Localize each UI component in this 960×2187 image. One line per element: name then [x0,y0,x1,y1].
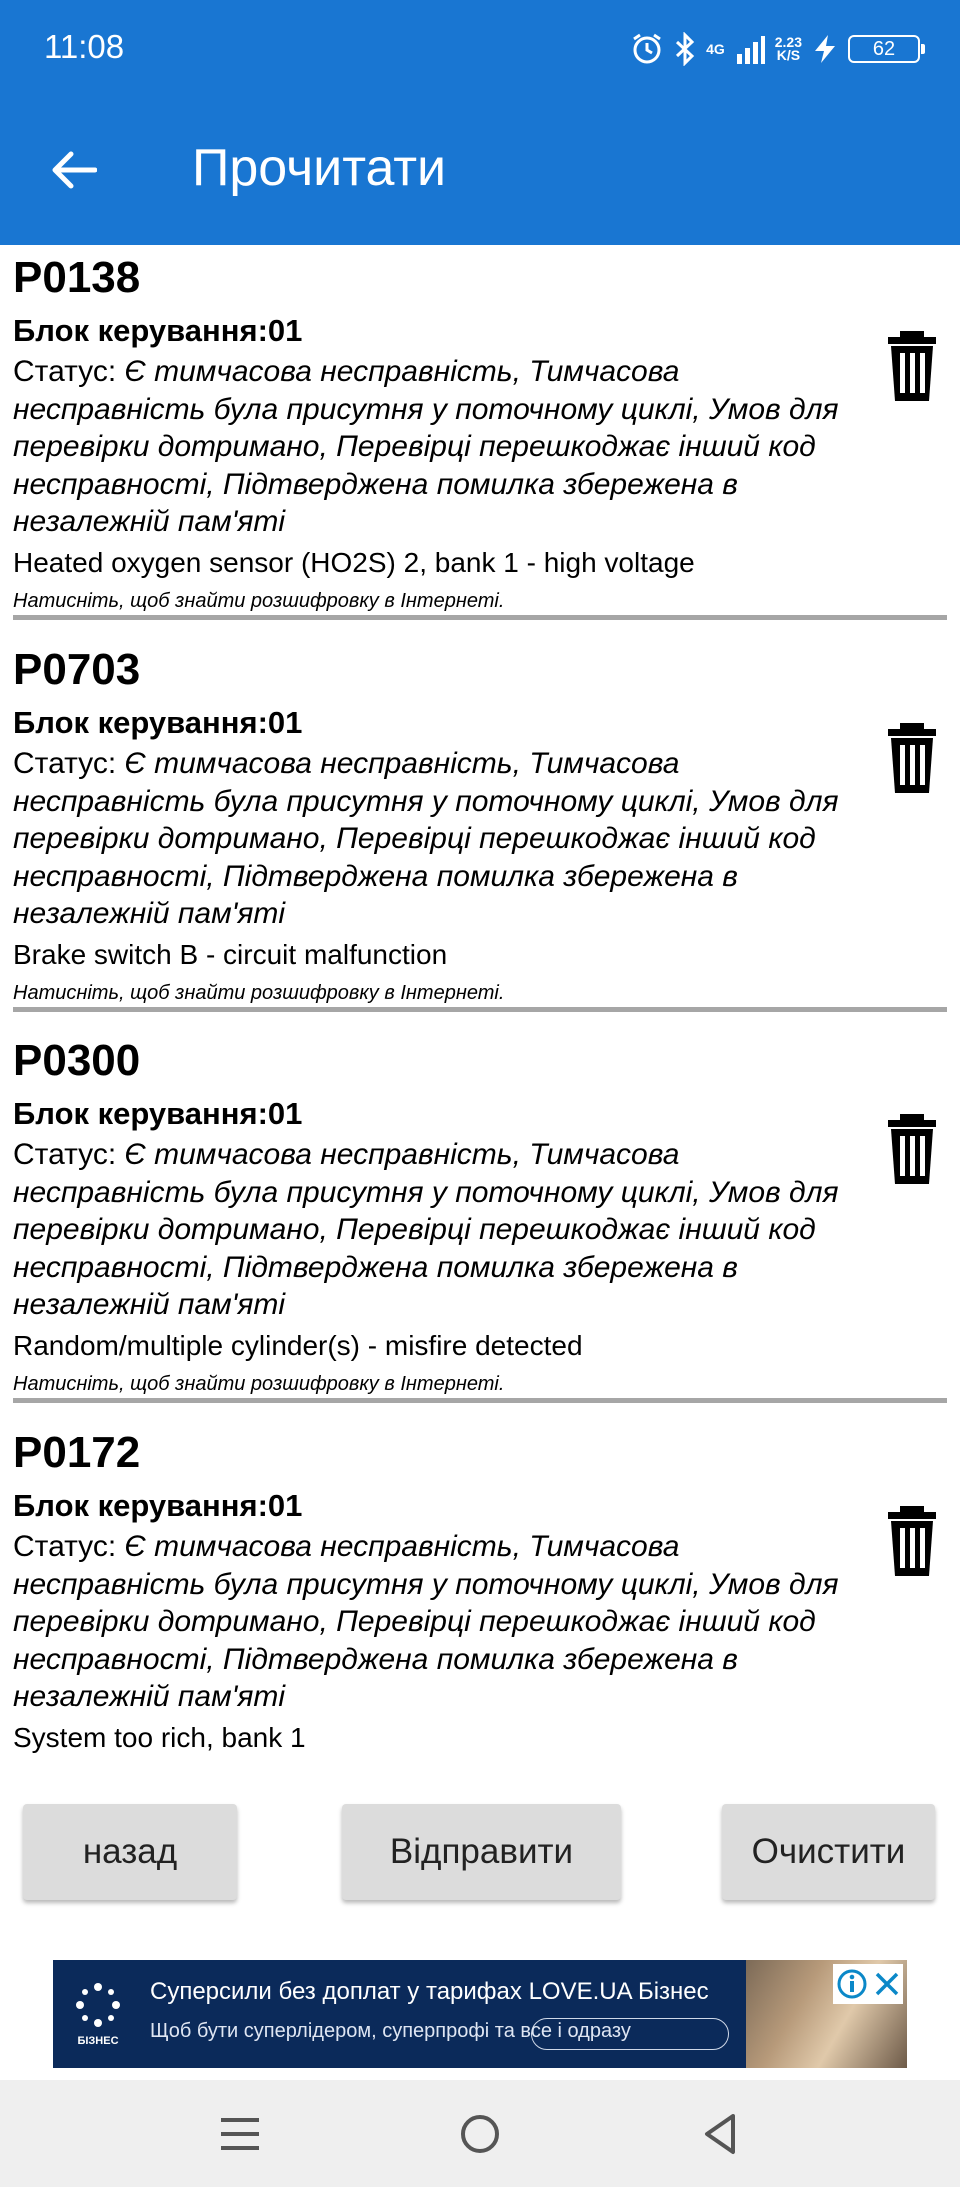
dtc-status-label: Статус: [13,1138,125,1171]
dtc-status-text: Є тимчасова несправність, Тимчасова несправність була присутня у поточному циклі, Умов для перевірки дотримано, Перевірці перешкоджає інший код несправності, Підтверджена помилка збережена в незалежній пам'яті [13,1530,839,1713]
back-arrow-button[interactable] [40,142,106,198]
dtc-search-hint[interactable]: Натисніть, щоб знайти розшифровку в Інтернеті. [13,982,505,1004]
dtc-block: Блок керування:01 [13,1488,303,1523]
trash-icon[interactable] [886,723,938,793]
arrow-left-icon [49,150,97,190]
network-type: 4G [706,40,725,57]
dtc-description: System too rich, bank 1 [13,1722,306,1753]
dtc-code: P0138 [13,253,141,302]
dtc-status [13,1136,858,1324]
trash-icon[interactable] [886,1506,938,1576]
dtc-item[interactable] [0,245,960,637]
divider [13,1007,947,1012]
app-bar [0,98,960,245]
dtc-search-hint[interactable]: Натисніть, щоб знайти розшифровку в Інтернеті. [13,1373,505,1395]
dtc-block: Блок керування:01 [13,1096,303,1131]
signal-icon [735,34,765,64]
dtc-search-hint[interactable]: Натисніть, щоб знайти розшифровку в Інтернеті. [13,590,505,612]
dtc-block: Блок керування:01 [13,313,303,348]
dtc-item[interactable] [0,1028,960,1420]
ad-logo-text: БІЗНЕС [77,2035,119,2047]
send-button[interactable]: Відправити [342,1804,621,1900]
charging-icon [812,34,838,64]
dtc-status-text: Є тимчасова несправність, Тимчасова несправність була присутня у поточному циклі, Умов для перевірки дотримано, Перевірці перешкоджає інший код несправності, Підтверджена помилка збережена в незалежній пам'яті [13,355,839,538]
dtc-description: Brake switch B - circuit malfunction [13,939,448,970]
dtc-block: Блок керування:01 [13,705,303,740]
back-nav-icon[interactable] [694,2108,746,2160]
dtc-code: P0172 [13,1428,141,1477]
alarm-icon [630,32,664,66]
dtc-status [13,1528,858,1716]
status-time: 11:08 [44,28,125,65]
status-bar [0,0,960,98]
dtc-status-label: Статус: [13,747,125,780]
dtc-item[interactable] [0,1420,960,1812]
info-icon[interactable] [837,1969,867,1999]
net-speed-unit: K/S [776,47,801,63]
ad-logo [53,1960,143,2068]
menu-nav-icon[interactable] [214,2108,266,2160]
battery-icon: 62 [848,35,920,63]
dtc-status-label: Статус: [13,355,125,388]
status-icons [630,26,920,72]
ad-banner[interactable] [53,1960,907,2068]
trash-icon[interactable] [886,331,938,401]
home-nav-icon[interactable] [454,2108,506,2160]
ad-choices-badge[interactable] [833,1964,903,2004]
dtc-status-label: Статус: [13,1530,125,1563]
divider [13,615,947,620]
dtc-status-text: Є тимчасова несправність, Тимчасова несправність була присутня у поточному циклі, Умов для перевірки дотримано, Перевірці перешкоджає інший код несправності, Підтверджена помилка збережена в незалежній пам'яті [13,747,839,930]
dtc-status-text: Є тимчасова несправність, Тимчасова несправність була присутня у поточному циклі, Умов для перевірки дотримано, Перевірці перешкоджає інший код несправності, Підтверджена помилка збережена в незалежній пам'яті [13,1138,839,1321]
dtc-item[interactable] [0,637,960,1029]
dtc-status [13,745,858,933]
navigation-bar [0,2080,960,2187]
bluetooth-icon [674,32,696,66]
close-icon[interactable] [874,1971,900,1997]
net-speed [775,36,802,62]
dtc-description: Random/multiple cylinder(s) - misfire detected [13,1330,583,1361]
page-title: Прочитати [192,139,447,197]
ad-subline: Щоб бути суперлідером, суперпрофі та все і одразу [150,2020,631,2042]
trash-icon[interactable] [886,1114,938,1184]
back-button[interactable]: назад [23,1804,237,1900]
dtc-description: Heated oxygen sensor (HO2S) 2, bank 1 - high voltage [13,547,695,578]
dtc-status [13,353,858,541]
kyivstar-star-icon [74,1981,122,2029]
dtc-code: P0703 [13,645,141,694]
divider [13,1398,947,1403]
dtc-code: P0300 [13,1036,141,1085]
clear-button[interactable]: Очистити [722,1804,935,1900]
net-speed-value: 2.23 [774,34,802,50]
ad-headline: Суперсили без доплат у тарифах LOVE.UA Бізнес [150,1978,709,2005]
